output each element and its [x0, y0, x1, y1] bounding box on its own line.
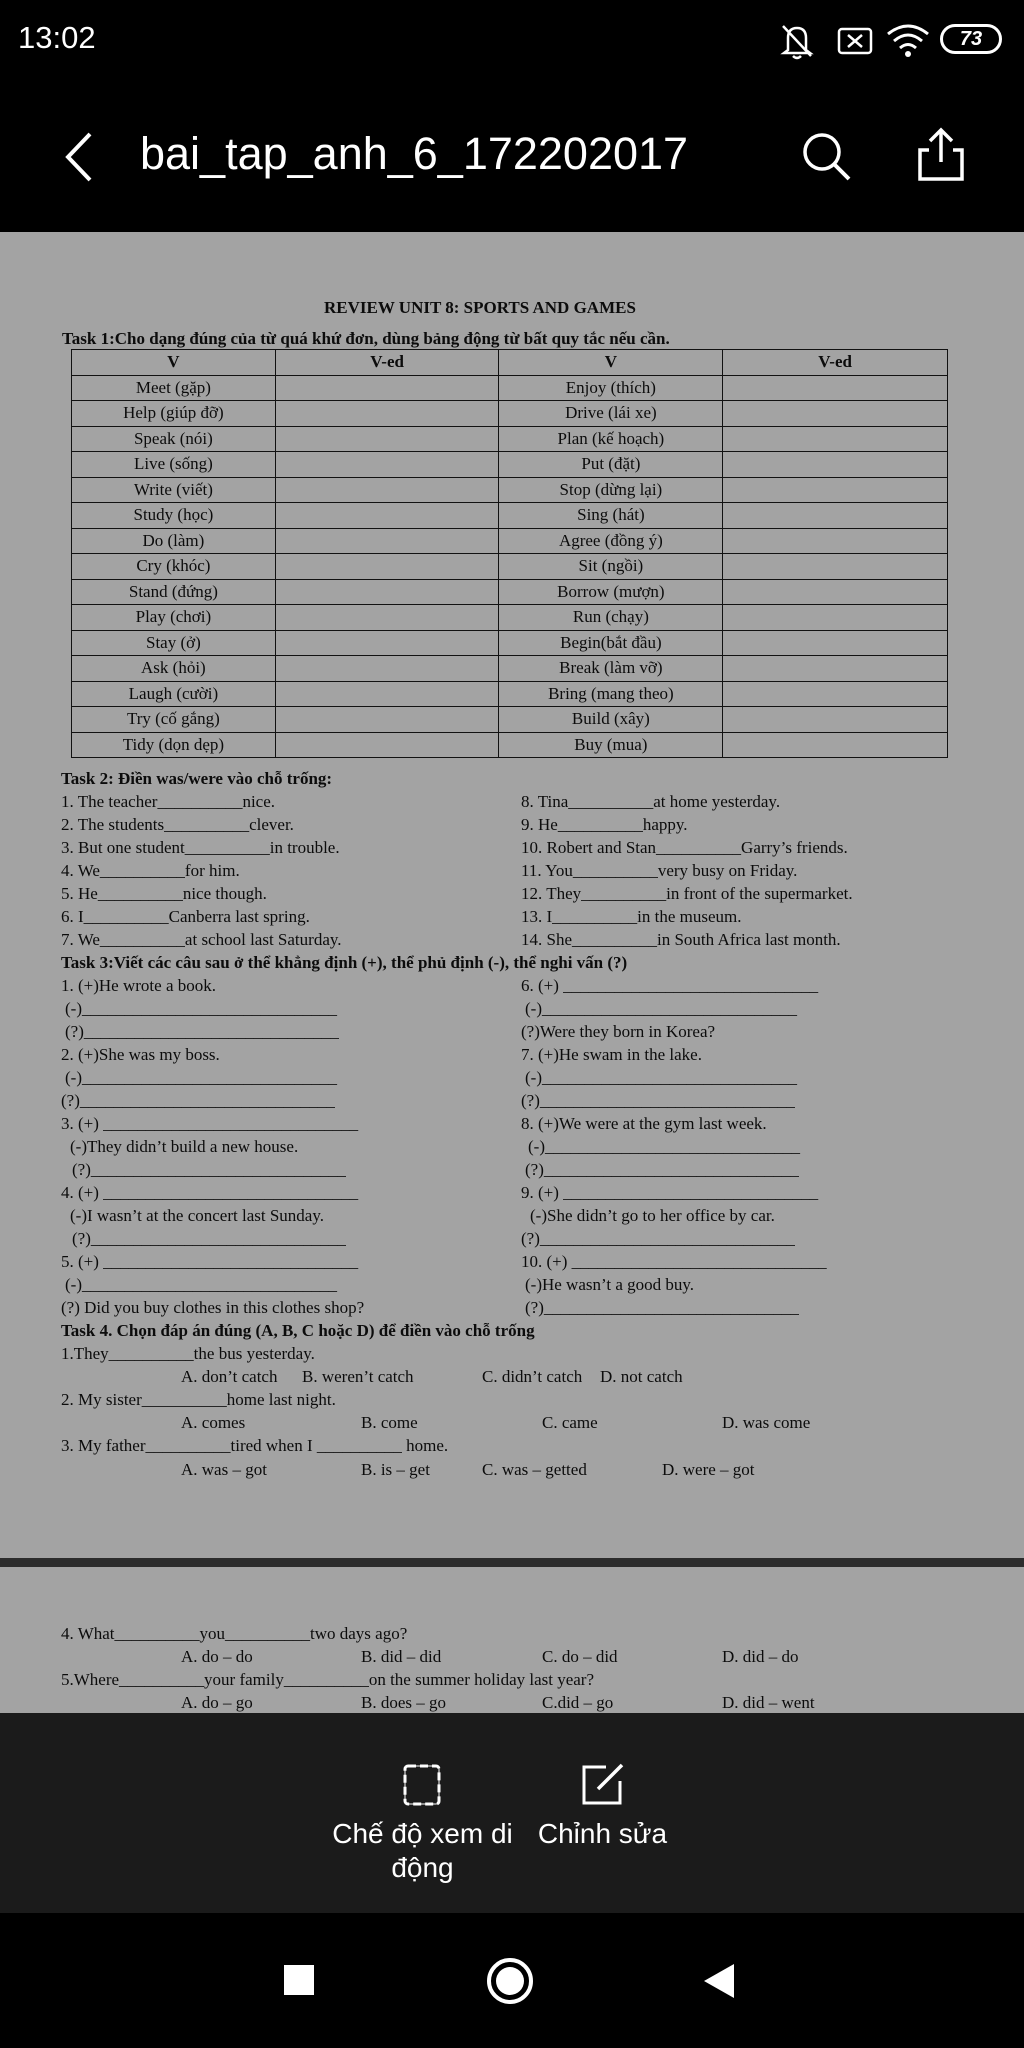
verb-table-header: [72, 350, 948, 376]
page-divider: [0, 1558, 1024, 1567]
blank-cell: [275, 707, 499, 733]
verb-cell: Cry (khóc): [72, 554, 276, 580]
task3-line: 7. (+)He swam in the lake.: [521, 1045, 702, 1064]
blank-cell: [275, 732, 499, 758]
answer-option: D. did – went: [722, 1693, 815, 1712]
table-row: [72, 503, 948, 529]
blank-cell: [275, 477, 499, 503]
verb-cell: Buy (mua): [499, 732, 723, 758]
edit-label: Chỉnh sửa: [537, 1818, 668, 1849]
battery-indicator: 73: [940, 24, 1002, 54]
blank-cell: [723, 426, 948, 452]
answer-option: D. did – do: [722, 1647, 799, 1666]
blank-cell: [275, 503, 499, 529]
mobile-view-icon: [402, 1763, 442, 1807]
bottom-action-bar: [0, 1713, 1024, 1913]
task3-line: 5. (+) ______________________________: [61, 1252, 359, 1271]
document-title: bai_tap_anh_6_172202017: [140, 128, 689, 179]
verb-cell: Enjoy (thích): [499, 375, 723, 401]
status-time: 13:02: [18, 20, 96, 55]
blank-cell: [275, 401, 499, 427]
task3-line: (?)______________________________: [521, 1091, 795, 1110]
mobile-view-label: Chế độ xem di động: [332, 1818, 513, 1883]
system-nav-bar: [0, 1913, 1024, 2048]
task2-item: 7. We__________at school last Saturday.: [61, 930, 342, 949]
document-page[interactable]: [0, 1567, 1024, 1713]
blank-cell: [723, 707, 948, 733]
table-row: [72, 452, 948, 478]
question: 5.Where__________your family__________on the summer holiday last year?: [61, 1670, 595, 1689]
task3-line: (-)He wasn’t a good buy.: [525, 1275, 695, 1294]
verb-cell: Stop (dừng lại): [499, 477, 723, 503]
task3-line: 2. (+)She was my boss.: [61, 1045, 220, 1064]
verb-cell: Borrow (mượn): [499, 579, 723, 605]
verb-cell: Ask (hỏi): [72, 656, 276, 682]
task3-line: 4. (+) ______________________________: [61, 1183, 359, 1202]
answer-option: B. did – did: [361, 1647, 442, 1666]
blank-cell: [723, 554, 948, 580]
answer-option: C. was – getted: [482, 1460, 587, 1479]
task3-heading: Task 3:Viết các câu sau ở thể khẳng định (+), thể phủ định (-), thể nghi vấn (?): [61, 953, 628, 972]
task3-line: 3. (+) ______________________________: [61, 1114, 359, 1133]
document-page[interactable]: [0, 232, 1024, 1558]
search-icon[interactable]: [800, 130, 854, 184]
blank-cell: [275, 426, 499, 452]
blank-cell: [723, 681, 948, 707]
table-row: [72, 426, 948, 452]
blank-cell: [275, 554, 499, 580]
blank-cell: [723, 656, 948, 682]
verb-cell: Put (đặt): [499, 452, 723, 478]
task3-line: (-)______________________________: [65, 1275, 337, 1294]
task3-line: (-)______________________________: [528, 1137, 800, 1156]
verb-cell: Agree (đồng ý): [499, 528, 723, 554]
blank-cell: [275, 375, 499, 401]
table-row: [72, 375, 948, 401]
verb-cell: Sing (hát): [499, 503, 723, 529]
blank-cell: [723, 630, 948, 656]
blank-cell: [723, 579, 948, 605]
answer-option: B. come: [361, 1413, 418, 1432]
table-row: [72, 477, 948, 503]
table-row: [72, 656, 948, 682]
task3-line: (?)______________________________: [65, 1022, 339, 1041]
table-row: [72, 707, 948, 733]
blank-cell: [723, 503, 948, 529]
no-sim-icon: [836, 20, 874, 60]
task3-line: (-)I wasn’t at the concert last Sunday.: [70, 1206, 324, 1225]
answer-option: D. not catch: [600, 1367, 683, 1386]
header-v: V: [499, 350, 723, 376]
verb-cell: Live (sống): [72, 452, 276, 478]
task3-line: (?) Did you buy clothes in this clothes shop?: [61, 1298, 365, 1317]
answer-option: D. was come: [722, 1413, 811, 1432]
table-row: [72, 579, 948, 605]
blank-cell: [723, 401, 948, 427]
verb-cell: Laugh (cười): [72, 681, 276, 707]
verb-cell: Tidy (dọn dẹp): [72, 732, 276, 758]
table-row: [72, 630, 948, 656]
task4-heading: Task 4. Chọn đáp án đúng (A, B, C hoặc D) để điền vào chỗ trống: [61, 1321, 535, 1340]
blank-cell: [275, 528, 499, 554]
verb-cell: Study (học): [72, 503, 276, 529]
table-row: [72, 554, 948, 580]
task3-line: 10. (+) ______________________________: [521, 1252, 827, 1271]
verb-cell: Drive (lái xe): [499, 401, 723, 427]
blank-cell: [723, 375, 948, 401]
task3-line: (?)______________________________: [61, 1091, 335, 1110]
table-row: [72, 528, 948, 554]
task2-item: 3. But one student__________in trouble.: [61, 838, 340, 857]
blank-cell: [275, 656, 499, 682]
recents-icon[interactable]: [284, 1965, 314, 1995]
task3-line: 6. (+) ______________________________: [521, 976, 819, 995]
edit-button[interactable]: [530, 1763, 675, 1849]
silent-bell-icon: [778, 20, 816, 60]
verb-cell: Sit (ngồi): [499, 554, 723, 580]
task3-line: (?)Were they born in Korea?: [521, 1022, 716, 1041]
table-row: [72, 732, 948, 758]
blank-cell: [723, 605, 948, 631]
edit-icon: [580, 1763, 626, 1807]
wifi-icon: [884, 20, 932, 60]
table-row: [72, 401, 948, 427]
answer-option: C. do – did: [542, 1647, 618, 1666]
task3-line: (-)______________________________: [525, 1068, 797, 1087]
task3-line: (?)______________________________: [525, 1298, 799, 1317]
task2-item: 14. She__________in South Africa last month.: [521, 930, 841, 949]
blank-cell: [723, 528, 948, 554]
task3-line: (-)______________________________: [65, 999, 337, 1018]
table-row: [72, 681, 948, 707]
task3-line: (?)______________________________: [525, 1160, 799, 1179]
task1-heading: Task 1:Cho dạng đúng của từ quá khứ đơn, dùng bảng động từ bất quy tắc nếu cần.: [62, 329, 670, 348]
verb-cell: Stand (đứng): [72, 579, 276, 605]
verb-cell: Meet (gặp): [72, 375, 276, 401]
task3-line: (-)______________________________: [65, 1068, 337, 1087]
answer-option: C.did – go: [542, 1693, 614, 1712]
blank-cell: [723, 477, 948, 503]
verb-cell: Try (cố gắng): [72, 707, 276, 733]
question: 4. What__________you__________two days ago?: [61, 1624, 408, 1643]
task2-item: 2. The students__________clever.: [61, 815, 294, 834]
question: 2. My sister__________home last night.: [61, 1390, 336, 1409]
answer-option: B. does – go: [361, 1693, 446, 1712]
task2-item: 6. I__________Canberra last spring.: [61, 907, 310, 926]
answer-option: B. is – get: [361, 1460, 430, 1479]
answer-option: A. was – got: [181, 1460, 267, 1479]
task3-line: (?)______________________________: [72, 1229, 346, 1248]
verb-cell: Help (giúp đỡ): [72, 401, 276, 427]
task3-line: (-)They didn’t build a new house.: [70, 1137, 299, 1156]
blank-cell: [275, 452, 499, 478]
answer-option: C. came: [542, 1413, 598, 1432]
mobile-view-button[interactable]: [320, 1763, 525, 1883]
verb-cell: Build (xây): [499, 707, 723, 733]
blank-cell: [275, 630, 499, 656]
question: 1.They__________the bus yesterday.: [61, 1344, 315, 1363]
verb-cell: Run (chạy): [499, 605, 723, 631]
question: 3. My father__________tired when I __________ home.: [61, 1436, 449, 1455]
blank-cell: [723, 452, 948, 478]
verb-table: [71, 349, 948, 758]
table-row: [72, 605, 948, 631]
task3-line: (-)______________________________: [525, 999, 797, 1018]
home-icon[interactable]: [485, 1956, 535, 2006]
answer-option: A. do – go: [181, 1693, 253, 1712]
blank-cell: [275, 579, 499, 605]
header-v: V: [72, 350, 276, 376]
task2-item: 8. Tina__________at home yesterday.: [521, 792, 781, 811]
blank-cell: [723, 732, 948, 758]
task2-item: 11. You__________very busy on Friday.: [521, 861, 798, 880]
task2-item: 10. Robert and Stan__________Garry’s friends.: [521, 838, 848, 857]
task2-item: 1. The teacher__________nice.: [61, 792, 276, 811]
back-arrow-icon[interactable]: [60, 130, 100, 184]
verb-cell: Break (làm vỡ): [499, 656, 723, 682]
share-icon[interactable]: [914, 126, 968, 184]
header-ved: V-ed: [723, 350, 948, 376]
task2-item: 13. I__________in the museum.: [521, 907, 742, 926]
status-bar: [0, 0, 1024, 80]
task2-item: 9. He__________happy.: [521, 815, 688, 834]
verb-cell: Do (làm): [72, 528, 276, 554]
answer-option: D. were – got: [662, 1460, 755, 1479]
verb-cell: Play (chơi): [72, 605, 276, 631]
worksheet-title: REVIEW UNIT 8: SPORTS AND GAMES: [324, 298, 636, 317]
verb-cell: Plan (kế hoạch): [499, 426, 723, 452]
task3-line: 9. (+) ______________________________: [521, 1183, 819, 1202]
verb-cell: Speak (nói): [72, 426, 276, 452]
task2-item: 4. We__________for him.: [61, 861, 240, 880]
blank-cell: [275, 681, 499, 707]
answer-option: A. do – do: [181, 1647, 253, 1666]
answer-option: B. weren’t catch: [302, 1367, 414, 1386]
task2-item: 12. They__________in front of the supermarket.: [521, 884, 853, 903]
verb-cell: Bring (mang theo): [499, 681, 723, 707]
blank-cell: [275, 605, 499, 631]
task3-line: (?)______________________________: [521, 1229, 795, 1248]
task3-line: 8. (+)We were at the gym last week.: [521, 1114, 767, 1133]
verb-cell: Stay (ở): [72, 630, 276, 656]
task2-heading: Task 2: Điền was/were vào chỗ trống:: [61, 769, 333, 788]
verb-cell: Write (viết): [72, 477, 276, 503]
answer-option: A. comes: [181, 1413, 246, 1432]
answer-option: A. don’t catch: [181, 1367, 278, 1386]
task2-item: 5. He__________nice though.: [61, 884, 267, 903]
header-ved: V-ed: [275, 350, 499, 376]
task3-line: (-)She didn’t go to her office by car.: [530, 1206, 775, 1225]
verb-cell: Begin(bắt đầu): [499, 630, 723, 656]
back-nav-icon[interactable]: [702, 1962, 736, 2000]
task3-line: (?)______________________________: [72, 1160, 346, 1179]
answer-option: C. didn’t catch: [482, 1367, 583, 1386]
task3-line: 1. (+)He wrote a book.: [61, 976, 216, 995]
